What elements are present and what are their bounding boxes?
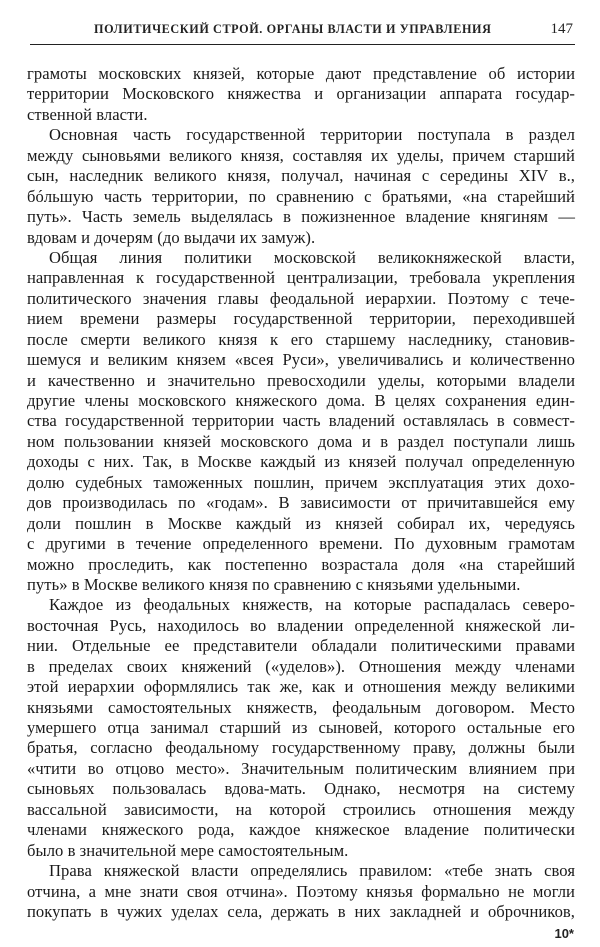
text-line: «чтити во отцово место». Значительным политическим влиянием при [27,758,575,778]
text-line: в пределах своих княжений («уделов»). Отношения между членами [27,656,575,676]
text-line: ном пользовании князей московского дома и в раздел поступали лишь [27,431,575,451]
text-line: политического значения главы феодальной иерархии. Поэтому с тече- [27,288,575,308]
text-line: ства государственной территории часть владений оставлялась в совмест- [27,411,575,431]
text-line: доходы с них. Так, в Москве каждый из князей получал определенную [27,452,575,472]
text-line: бóльшую часть территории, по сравнению с братьями, «на старейший [27,186,575,206]
text-line: другие члены московского княжеского дома. В целях сохранения един- [27,391,575,410]
text-line: умершего отца занимал старший из сыновей, которого остальные его [27,718,575,737]
paragraph-first-line: Общая линия политики московской великокняжеской власти, [49,247,575,267]
text-line: членами княжеского рода, каждое княжеское владение политически [27,820,575,840]
text-line: после смерти великого князя к его старшему наследнику, становив- [27,329,575,349]
text-line: путь» в Москве великого князя по сравнению с князьями удельными. [27,574,521,594]
text-line: сыновьях пользовалась вдова-мать. Однако, несмотря на систему [27,779,575,799]
running-head [30,18,575,45]
paragraph-first-line: Основная часть государственной территории поступала в раздел [49,125,575,145]
running-title: ПОЛИТИЧЕСКИЙ СТРОЙ. ОРГАНЫ ВЛАСТИ И УПРАВЛЕНИЯ [94,22,492,36]
text-line: и качественно и значительно превосходили уделы, которыми владели [27,370,575,390]
text-line: с другими в течение определенного времени. По духовным грамотам [27,534,575,554]
text-line: нии. Отдельные ее представители обладали политическими правами [27,636,575,656]
text-line: сын, наследник великого князя, получал, начиная с середины XIV в., [27,166,575,186]
text-line: дов производилась по «годам». В зависимости от причитавшейся ему [27,493,575,513]
text-line: братья, согласно феодальному государственному праву, должны были [27,738,575,758]
page-number: 147 [550,21,573,37]
text-line: направленная к государственной централизации, требовала укрепления [27,268,575,288]
text-line: этой иерархии оформлялись так же, как и отношения между великими [27,677,575,697]
text-line: ственной власти. [27,104,148,124]
signature-mark: 10* [554,926,574,941]
text-line: доли пошлин в Москве каждый из князей собирал их, чередуясь [27,513,575,533]
text-line: можно проследить, как постепенно возрастала доля «на старейший [27,554,575,574]
text-line: территории Московского княжества и организации аппарата государ- [27,84,575,104]
text-line: грамоты московских князей, которые дают представление об истории [27,64,575,83]
text-line: вассальной зависимости, на которой строились отношения между [27,799,575,819]
text-line: шемуся и великим князем «всея Руси», увеличивались и количественно [27,350,575,370]
text-line: путь». Часть земель выделялась в пожизненное владение княгиням — [27,207,575,227]
text-line: нием времени размеры государственной территории, переходившей [27,309,575,329]
text-line: восточная Русь, находилось во владении определенной княжеской ли- [27,615,575,635]
paragraph-first-line: Каждое из феодальных княжеств, на которые распадалась северо- [49,595,575,615]
text-line: князьями самостоятельных княжеств, феодальным договором. Место [27,697,575,717]
text-line: вдовам и дочерям (до выдачи их замуж). [27,227,316,247]
body-text [27,64,575,922]
text-line: покупать в чужих уделах села, держать в них закладней и оброчников, [27,901,575,921]
text-line: между сыновьями великого князя, составляя их уделы, причем старший [27,145,575,165]
text-line: отчина, а мне знати своя отчина». Поэтому князья формально не могли [27,881,575,901]
text-line: долю судебных таможенных пошлин, причем эксплуатация этих дохо- [27,472,575,492]
paragraph-first-line: Права княжеской власти определялись правилом: «тебе знать своя [49,861,575,881]
text-line: было в значительной мере самостоятельным. [27,840,349,860]
